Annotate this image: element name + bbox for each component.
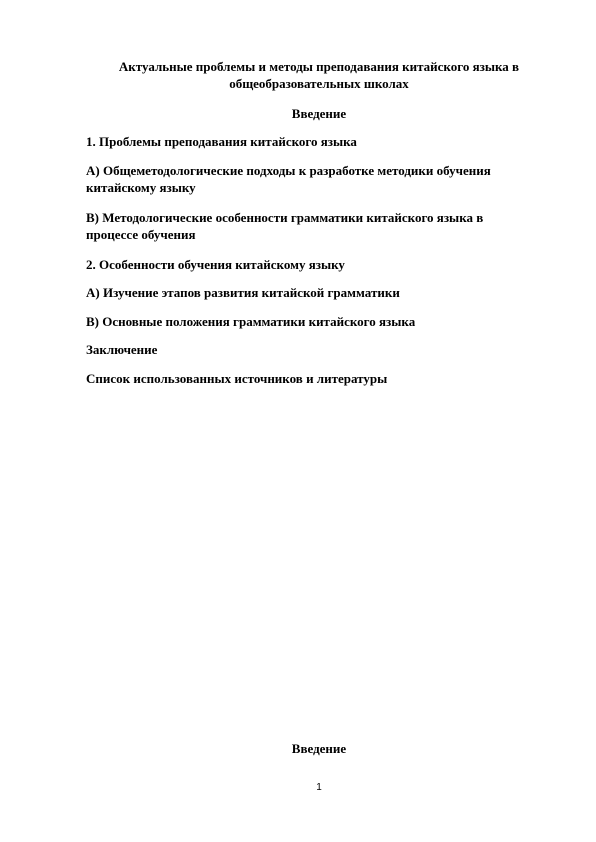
toc-item-chapter-1-b: В) Методологические особенности грамматики китайского языка в процессе обучения — [86, 210, 484, 242]
toc-item-references: Список использованных источников и литературы — [86, 371, 388, 386]
toc-item-chapter-1: 1. Проблемы преподавания китайского языка — [86, 134, 357, 149]
toc-item-conclusion: Заключение — [86, 342, 158, 357]
toc-item-introduction: Введение — [291, 106, 347, 121]
toc-item-chapter-1-a: А) Общеметодологические подходы к разработке методики обучения китайскому языку — [86, 163, 491, 195]
document-title: Актуальные проблемы и методы преподавания китайского языка в общеобразовательных школах — [118, 59, 520, 91]
toc-item-chapter-2-a: А) Изучение этапов развития китайской грамматики — [86, 285, 400, 300]
page-number: 1 — [316, 782, 322, 793]
section-heading-introduction: Введение — [291, 741, 347, 756]
toc-item-chapter-2-b: В) Основные положения грамматики китайского языка — [86, 314, 416, 329]
toc-item-chapter-2: 2. Особенности обучения китайскому языку — [86, 257, 345, 272]
